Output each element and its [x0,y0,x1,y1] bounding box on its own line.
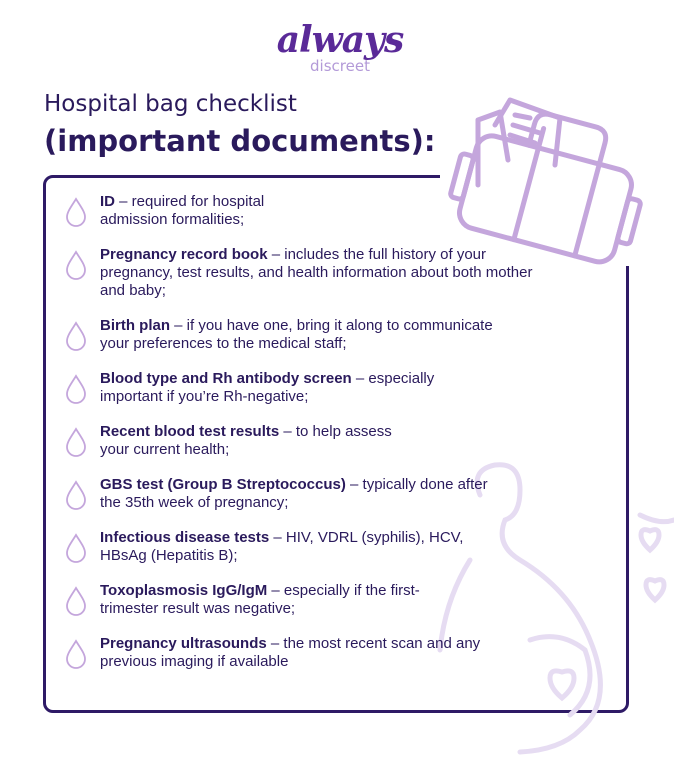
item-title: Pregnancy ultrasounds [100,635,267,652]
checklist-item [64,370,614,406]
item-description: – the most recent scan and any previous imaging if available [100,635,481,670]
item-text [100,370,500,406]
item-title: ID [100,193,115,210]
checklist-item [64,423,614,459]
drop-icon [64,638,88,670]
item-description: – HIV, VDRL (syphilis), HCV, HBsAg (Hepatitis B); [100,529,464,564]
checklist-item [64,317,614,353]
checklist-item [64,476,614,512]
logo-sub: discreet [310,57,370,75]
item-title: Blood type and Rh antibody screen [100,370,352,387]
checklist-item [64,529,614,565]
item-description: – includes the full history of your pregnancy, test results, and health information about both mother and baby; [100,246,533,299]
item-description: – if you have one, bring it along to communicate your preferences to the medical staff; [100,317,493,352]
item-title: GBS test (Group B Streptococcus) [100,476,346,493]
drop-icon [64,426,88,458]
drop-icon [64,479,88,511]
item-title: Pregnancy record book [100,246,268,263]
page-subtitle: (important documents): [44,124,436,158]
page-title: Hospital bag checklist [44,91,297,117]
item-text [100,529,470,565]
item-title: Recent blood test results [100,423,280,440]
item-description: – typically done after the 35th week of pregnancy; [100,476,488,511]
item-description: – to help assess your current health; [100,423,392,458]
item-text [100,317,520,353]
logo-brand: always [276,19,404,61]
checklist-item [64,246,614,300]
item-text [100,193,330,229]
drop-icon [64,585,88,617]
item-description: – especially if the first-trimester result was negative; [100,582,420,617]
checklist-item [64,582,614,618]
item-title: Toxoplasmosis IgG/IgM [100,582,268,599]
checklist-item [64,635,614,671]
checklist [64,193,614,671]
item-title: Infectious disease tests [100,529,270,546]
item-text [100,635,520,671]
item-title: Birth plan [100,317,170,334]
item-text [100,246,540,300]
item-description: – required for hospital admission formalities; [100,193,265,228]
drop-icon [64,196,88,228]
drop-icon [64,373,88,405]
checklist-item [64,193,614,229]
item-text [100,423,400,459]
item-description: – especially important if you’re Rh-negative; [100,370,435,405]
drop-icon [64,320,88,352]
item-text [100,476,510,512]
drop-icon [64,249,88,281]
item-text [100,582,450,618]
drop-icon [64,532,88,564]
